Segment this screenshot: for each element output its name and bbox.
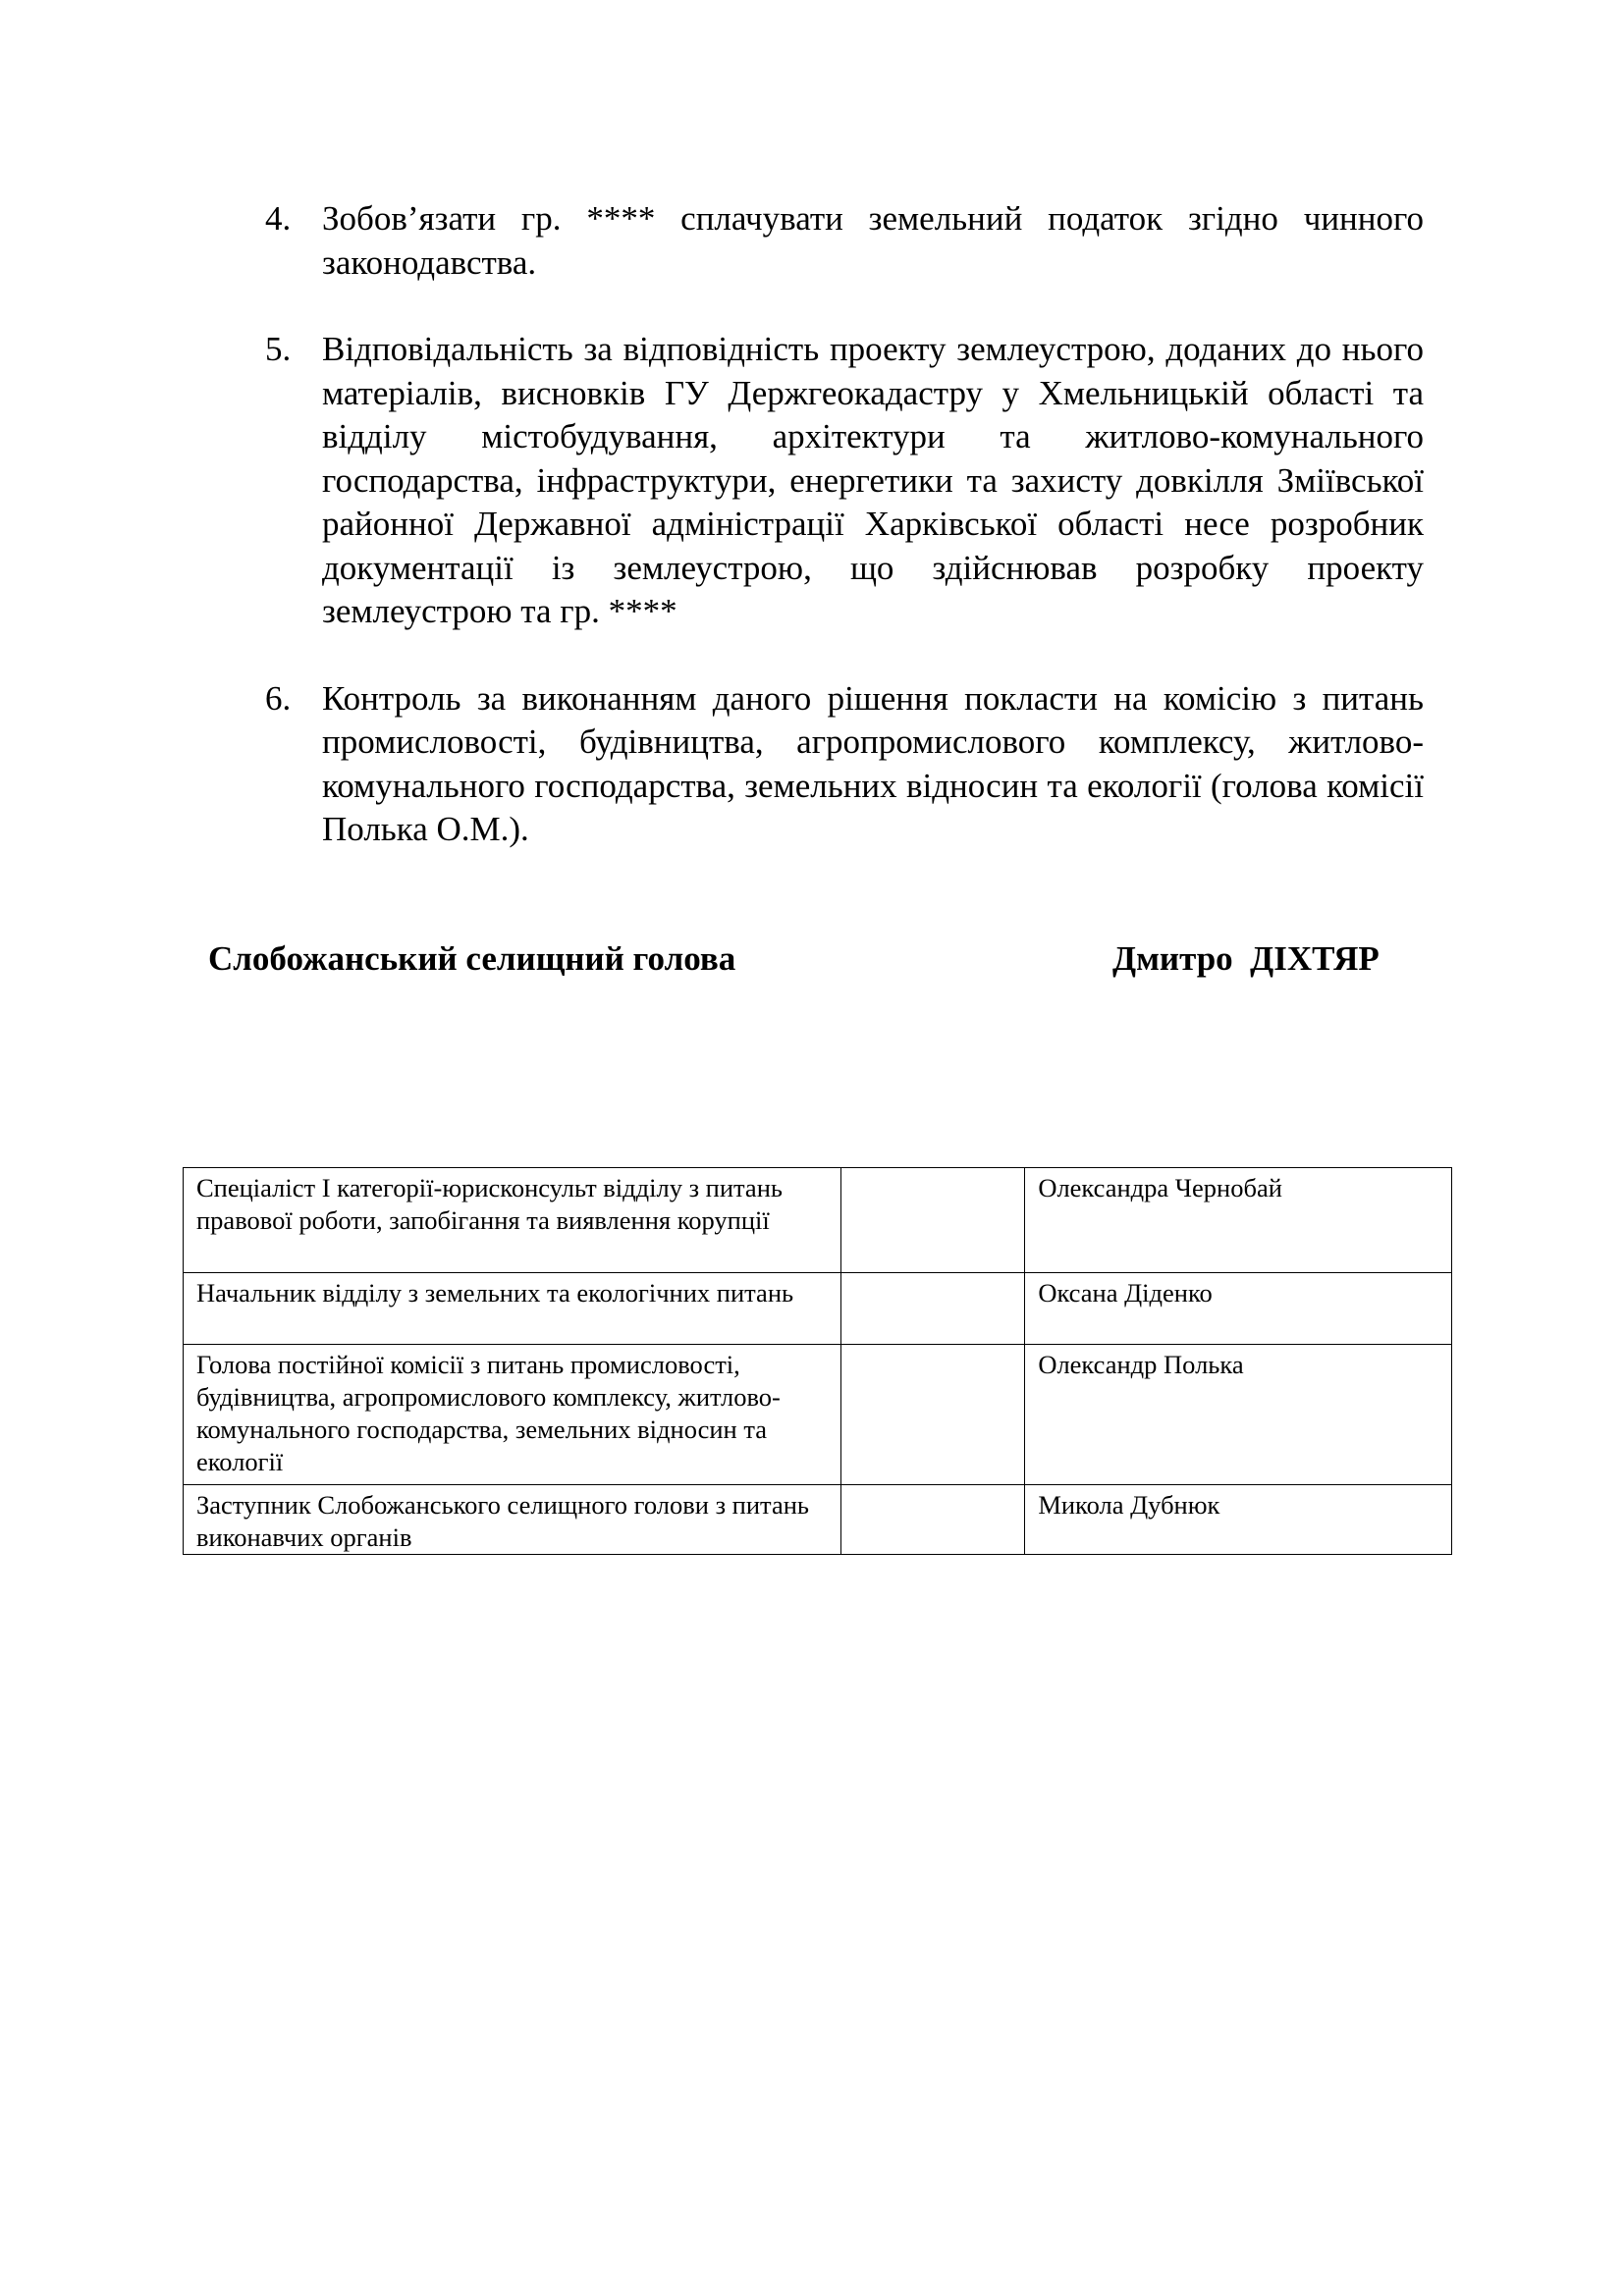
clause-text: Контроль за виконанням даного рішення покласти на комісію з питань промисловості, будівництва, агропромислового комплексу, житлово-комунального господарства, земельних відносин та екології (голова комісії Полька О.М.). xyxy=(322,678,1424,848)
approver-signature-cell xyxy=(840,1345,1025,1485)
approver-signature-cell xyxy=(840,1168,1025,1273)
table-row xyxy=(184,1168,1452,1273)
decision-clauses xyxy=(265,197,1424,895)
approver-position: Спеціаліст І категорії-юрисконсульт відділу з питань правової роботи, запобігання та виявлення корупції xyxy=(184,1168,841,1273)
approver-position: Заступник Слобожанського селищного голови з питань виконавчих органів xyxy=(184,1485,841,1555)
approver-signature-cell xyxy=(840,1485,1025,1555)
signatory-name: Дмитро ДІХТЯР xyxy=(1112,939,1380,978)
clause-item xyxy=(265,677,1424,852)
clause-item xyxy=(265,328,1424,634)
clause-number: 4. xyxy=(265,199,292,238)
approver-name: Микола Дубнюк xyxy=(1025,1485,1452,1555)
table-row xyxy=(184,1273,1452,1345)
approver-name: Олександр Полька xyxy=(1025,1345,1452,1485)
clause-number: 5. xyxy=(265,330,292,368)
table-row xyxy=(184,1345,1452,1485)
approver-signature-cell xyxy=(840,1273,1025,1345)
signatory-title: Слобожанський селищний голова xyxy=(208,939,736,978)
clause-item xyxy=(265,197,1424,285)
approval-table xyxy=(183,1167,1452,1555)
approver-name: Оксана Діденко xyxy=(1025,1273,1452,1345)
table-row xyxy=(184,1485,1452,1555)
clause-text: Відповідальність за відповідність проекту землеустрою, доданих до нього матеріалів, висновків ГУ Держгеокадастру у Хмельницькій області та відділу містобудування, архітектури та житлово-комунального господарства, інфраструктури, енергетики та захисту довкілля Зміївської районної Державної адміністрації Харківської області несе розробник документації із землеустрою, що здійснював розробку проекту землеустрою та гр. **** xyxy=(322,330,1424,630)
approver-position: Голова постійної комісії з питань промисловості, будівництва, агропромислового комплексу, житлово-комунального господарства, земельних відносин та екології xyxy=(184,1345,841,1485)
clause-text: Зобов’язати гр. **** сплачувати земельний податок згідно чинного законодавства. xyxy=(322,199,1424,282)
approver-position: Начальник відділу з земельних та екологічних питань xyxy=(184,1273,841,1345)
clause-number: 6. xyxy=(265,678,292,718)
approver-name: Олександра Чернобай xyxy=(1025,1168,1452,1273)
